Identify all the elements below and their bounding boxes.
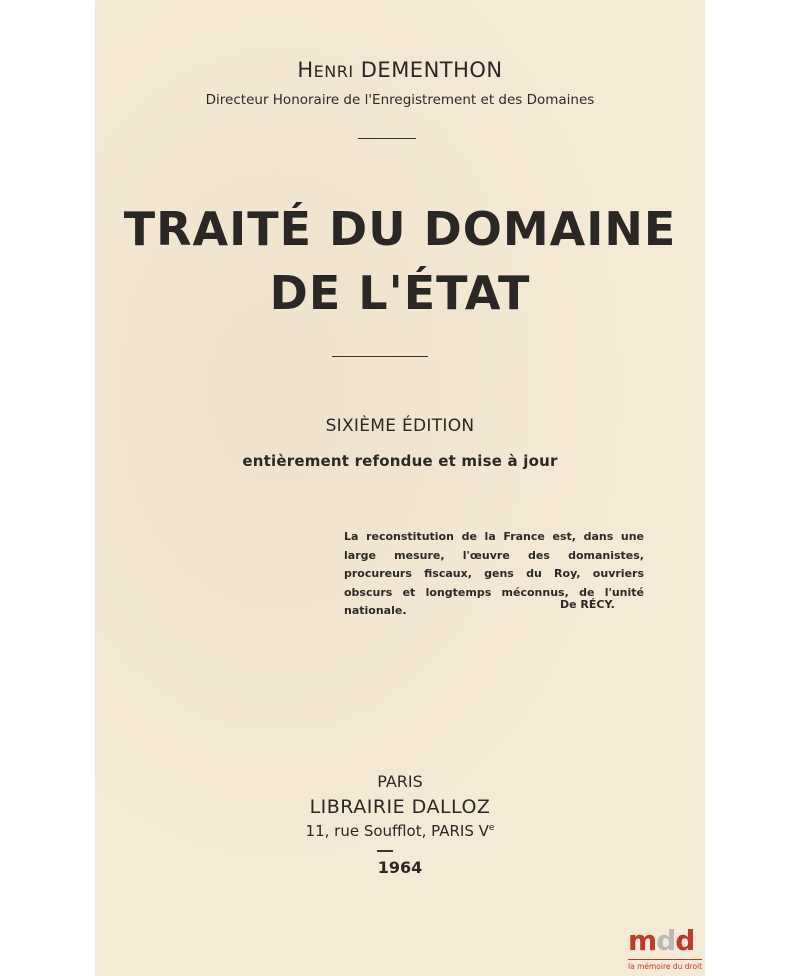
publication-year: 1964 (377, 858, 423, 877)
publication-city: PARIS (377, 772, 423, 791)
divider-middle (332, 356, 428, 357)
epigraph-attribution: De RÉCY. (560, 598, 615, 611)
author-name: HENRI DEMENTHON (297, 58, 503, 82)
mdd-logo-tagline: la mémoire du droit (628, 962, 703, 971)
divider-top (358, 138, 416, 139)
edition-label: SIXIÈME ÉDITION (325, 416, 475, 436)
book-title-line1: TRAITÉ DU DOMAINE (123, 202, 677, 256)
edition-subtitle: entièrement refondue et mise à jour (242, 452, 558, 470)
publisher-address-main: 11, rue Soufflot, PARIS V (305, 822, 489, 840)
mdd-logo (628, 924, 704, 974)
year-divider (377, 850, 393, 852)
book-title-line2: DE L'ÉTAT (269, 266, 531, 320)
mdd-logo-rule (628, 959, 702, 960)
publisher-name: LIBRAIRIE DALLOZ (309, 796, 491, 818)
publisher-address-sup: e (488, 823, 495, 833)
publisher-address (0, 822, 800, 840)
author-title: Directeur Honoraire de l'Enregistrement et des Domaines (205, 92, 595, 108)
mdd-logo-mark: mdd (628, 924, 695, 957)
epigraph-text: La reconstitution de la France est, dans une large mesure, l'œuvre des domanistes, procureurs fiscaux, gens du Roy, ouvriers obscurs et longtemps méconnus, de l'unité nationale. (344, 530, 644, 617)
